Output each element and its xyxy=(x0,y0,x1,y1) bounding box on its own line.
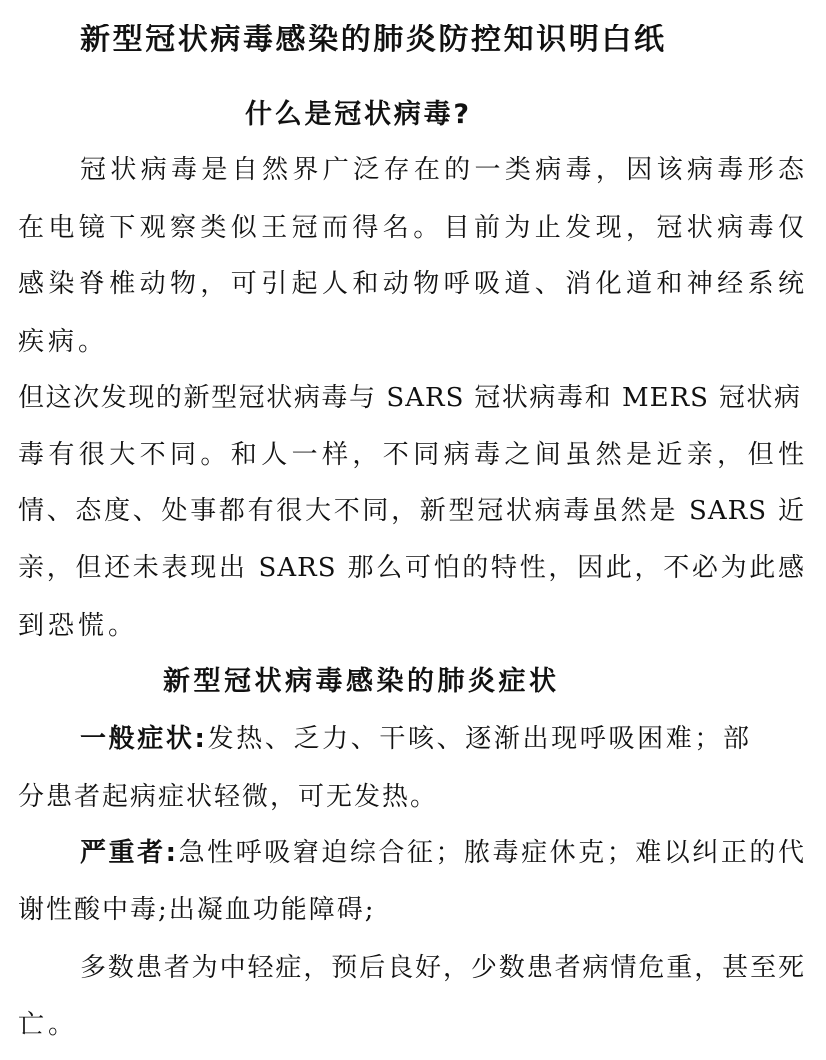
comparison-paragraph-line: 毒有很大不同。和人一样，不同病毒之间虽然是近亲，但性 xyxy=(18,440,805,470)
comparison-paragraph-line: 亲，但还未表现出 SARS 那么可怕的特性，因此，不必为此感 xyxy=(18,553,805,583)
general-symptoms-continuation: 分患者起病症状轻微，可无发热。 xyxy=(18,782,439,812)
comparison-paragraph-line: 情、态度、处事都有很大不同，新型冠状病毒虽然是 SARS 近 xyxy=(18,496,805,526)
severe-symptoms-label: 严重者: xyxy=(80,838,178,868)
intro-paragraph-line: 感染脊椎动物，可引起人和动物呼吸道、消化道和神经系统 xyxy=(18,269,805,299)
general-symptoms-text: 发热、乏力、干咳、逐渐出现呼吸困难；部 xyxy=(205,724,750,754)
section-heading-what-is-coronavirus: 什么是冠状病毒? xyxy=(245,99,470,130)
intro-paragraph-line: 冠状病毒是自然界广泛存在的一类病毒，因该病毒形态 xyxy=(80,155,805,185)
prognosis-line: 多数患者为中轻症，预后良好，少数患者病情危重，甚至死 xyxy=(80,953,805,983)
document-title: 新型冠状病毒感染的肺炎防控知识明白纸 xyxy=(80,24,665,56)
prognosis-line: 亡。 xyxy=(18,1010,79,1040)
comparison-paragraph-line: 但这次发现的新型冠状病毒与 SARS 冠状病毒和 MERS 冠状病 xyxy=(18,383,801,413)
section-heading-symptoms: 新型冠状病毒感染的肺炎症状 xyxy=(163,666,557,697)
severe-symptoms-continuation: 谢性酸中毒;出凝血功能障碍; xyxy=(18,895,376,925)
severe-symptoms-line xyxy=(80,837,805,869)
general-symptoms-line xyxy=(80,723,750,755)
severe-symptoms-text: 急性呼吸窘迫综合征；脓毒症休克；难以纠正的代 xyxy=(177,838,805,868)
general-symptoms-label: 一般症状: xyxy=(80,724,206,754)
comparison-paragraph-line: 到恐慌。 xyxy=(18,611,139,641)
intro-paragraph-line: 疾病。 xyxy=(18,327,109,357)
intro-paragraph-line: 在电镜下观察类似王冠而得名。目前为止发现，冠状病毒仅 xyxy=(18,213,805,243)
